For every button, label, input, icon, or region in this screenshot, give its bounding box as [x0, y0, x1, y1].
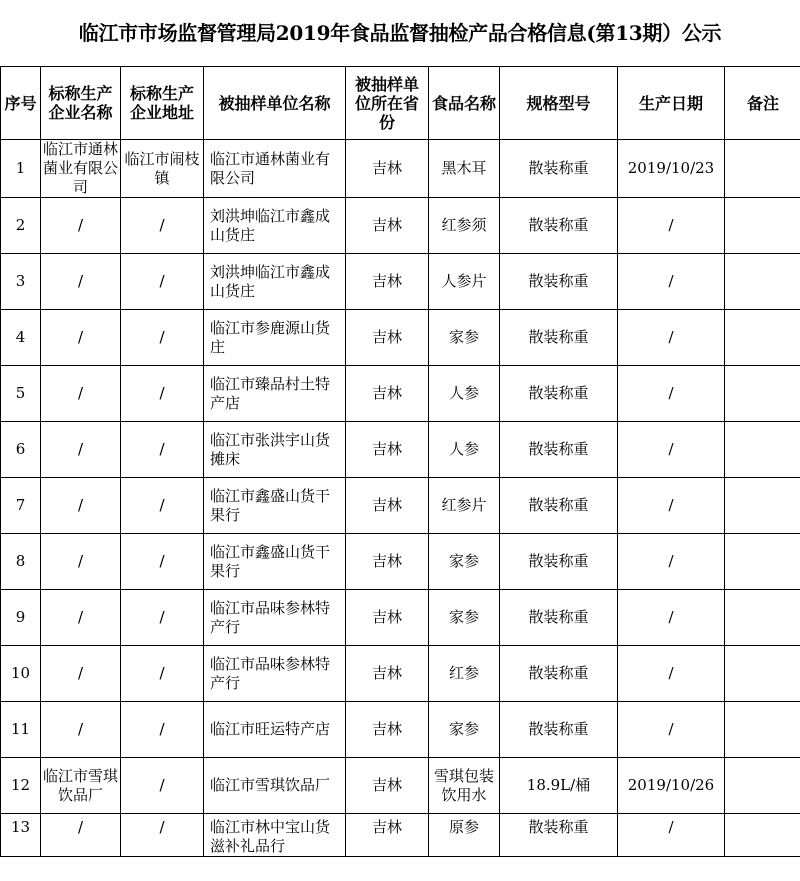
cell-producer: /	[41, 310, 121, 366]
cell-address: /	[121, 254, 204, 310]
cell-spec: 散装称重	[500, 478, 618, 534]
cell-address: /	[121, 366, 204, 422]
page-title: 临江市市场监督管理局2019年食品监督抽检产品合格信息(第13期）公示	[78, 21, 722, 45]
cell-producer: 临江市雪琪饮品厂	[41, 758, 121, 814]
cell-spec: 散装称重	[500, 646, 618, 702]
cell-address: /	[121, 534, 204, 590]
cell-sampled-unit: 临江市旺运特产店	[204, 702, 346, 758]
cell-sampled-unit: 临江市雪琪饮品厂	[204, 758, 346, 814]
table-row	[1, 422, 800, 478]
table-row	[1, 814, 800, 857]
table-row	[1, 310, 800, 366]
cell-note	[725, 478, 800, 534]
cell-spec: 18.9L/桶	[500, 758, 618, 814]
cell-province: 吉林	[346, 758, 429, 814]
header-address: 标称生产企业地址	[121, 67, 204, 140]
header-date: 生产日期	[618, 67, 725, 140]
cell-food: 黑木耳	[429, 140, 500, 198]
cell-food: 人参	[429, 422, 500, 478]
cell-seq: 9	[1, 590, 41, 646]
cell-note	[725, 758, 800, 814]
cell-address: /	[121, 310, 204, 366]
cell-producer: /	[41, 422, 121, 478]
cell-sampled-unit: 临江市通林菌业有限公司	[204, 140, 346, 198]
cell-address: /	[121, 478, 204, 534]
cell-sampled-unit: 刘洪坤临江市鑫成山货庄	[204, 254, 346, 310]
cell-note	[725, 366, 800, 422]
cell-food: 家参	[429, 534, 500, 590]
cell-food: 红参片	[429, 478, 500, 534]
cell-seq: 5	[1, 366, 41, 422]
cell-address: /	[121, 198, 204, 254]
cell-seq: 6	[1, 422, 41, 478]
cell-food: 家参	[429, 590, 500, 646]
cell-address: /	[121, 814, 204, 857]
cell-date: 2019/10/26	[618, 758, 725, 814]
cell-food: 红参须	[429, 198, 500, 254]
cell-producer: /	[41, 478, 121, 534]
cell-seq: 8	[1, 534, 41, 590]
cell-province: 吉林	[346, 534, 429, 590]
cell-date: /	[618, 814, 725, 857]
header-spec: 规格型号	[500, 67, 618, 140]
cell-sampled-unit: 临江市林中宝山货滋补礼品行	[204, 814, 346, 857]
cell-date: 2019/10/23	[618, 140, 725, 198]
table-row	[1, 254, 800, 310]
cell-seq: 3	[1, 254, 41, 310]
cell-food: 人参	[429, 366, 500, 422]
cell-seq: 4	[1, 310, 41, 366]
cell-note	[725, 310, 800, 366]
header-note: 备注	[725, 67, 800, 140]
table-row	[1, 534, 800, 590]
cell-sampled-unit: 临江市臻品村土特产店	[204, 366, 346, 422]
cell-note	[725, 422, 800, 478]
header-food: 食品名称	[429, 67, 500, 140]
cell-sampled-unit: 临江市鑫盛山货干果行	[204, 534, 346, 590]
cell-spec: 散装称重	[500, 254, 618, 310]
cell-sampled-unit: 刘洪坤临江市鑫成山货庄	[204, 198, 346, 254]
cell-seq: 13	[1, 814, 41, 857]
cell-food: 家参	[429, 310, 500, 366]
cell-date: /	[618, 478, 725, 534]
cell-date: /	[618, 422, 725, 478]
table-row	[1, 478, 800, 534]
header-row	[1, 67, 800, 140]
cell-note	[725, 140, 800, 198]
cell-producer: 临江市通林菌业有限公司	[41, 140, 121, 198]
inspection-table	[0, 66, 800, 857]
cell-food: 人参片	[429, 254, 500, 310]
cell-food: 红参	[429, 646, 500, 702]
cell-spec: 散装称重	[500, 422, 618, 478]
cell-address: /	[121, 646, 204, 702]
cell-seq: 7	[1, 478, 41, 534]
cell-note	[725, 534, 800, 590]
table-row	[1, 702, 800, 758]
cell-sampled-unit: 临江市张洪宇山货摊床	[204, 422, 346, 478]
cell-producer: /	[41, 590, 121, 646]
cell-producer: /	[41, 534, 121, 590]
cell-seq: 11	[1, 702, 41, 758]
cell-province: 吉林	[346, 478, 429, 534]
cell-spec: 散装称重	[500, 534, 618, 590]
cell-spec: 散装称重	[500, 702, 618, 758]
cell-province: 吉林	[346, 254, 429, 310]
cell-food: 原参	[429, 814, 500, 857]
cell-seq: 12	[1, 758, 41, 814]
table-row	[1, 758, 800, 814]
cell-address: 临江市闹枝镇	[121, 140, 204, 198]
cell-seq: 2	[1, 198, 41, 254]
cell-province: 吉林	[346, 140, 429, 198]
cell-note	[725, 198, 800, 254]
cell-date: /	[618, 646, 725, 702]
cell-spec: 散装称重	[500, 140, 618, 198]
cell-date: /	[618, 254, 725, 310]
cell-note	[725, 702, 800, 758]
cell-address: /	[121, 758, 204, 814]
cell-seq: 10	[1, 646, 41, 702]
cell-sampled-unit: 临江市参鹿源山货庄	[204, 310, 346, 366]
cell-address: /	[121, 590, 204, 646]
cell-note	[725, 590, 800, 646]
table-row	[1, 198, 800, 254]
cell-spec: 散装称重	[500, 366, 618, 422]
cell-note	[725, 814, 800, 857]
cell-spec: 散装称重	[500, 310, 618, 366]
cell-producer: /	[41, 646, 121, 702]
cell-province: 吉林	[346, 422, 429, 478]
cell-date: /	[618, 310, 725, 366]
header-province: 被抽样单位所在省份	[346, 67, 429, 140]
cell-date: /	[618, 366, 725, 422]
cell-producer: /	[41, 702, 121, 758]
header-sampled-unit: 被抽样单位名称	[204, 67, 346, 140]
cell-address: /	[121, 422, 204, 478]
cell-province: 吉林	[346, 590, 429, 646]
cell-spec: 散装称重	[500, 814, 618, 857]
header-producer: 标称生产企业名称	[41, 67, 121, 140]
cell-address: /	[121, 702, 204, 758]
cell-food: 雪琪包装饮用水	[429, 758, 500, 814]
cell-spec: 散装称重	[500, 590, 618, 646]
table-row	[1, 140, 800, 198]
cell-date: /	[618, 198, 725, 254]
cell-producer: /	[41, 366, 121, 422]
cell-province: 吉林	[346, 702, 429, 758]
cell-province: 吉林	[346, 198, 429, 254]
cell-note	[725, 254, 800, 310]
cell-province: 吉林	[346, 310, 429, 366]
cell-sampled-unit: 临江市鑫盛山货干果行	[204, 478, 346, 534]
cell-date: /	[618, 702, 725, 758]
cell-sampled-unit: 临江市品味参林特产行	[204, 590, 346, 646]
table-row	[1, 646, 800, 702]
cell-producer: /	[41, 814, 121, 857]
cell-note	[725, 646, 800, 702]
cell-province: 吉林	[346, 366, 429, 422]
cell-date: /	[618, 534, 725, 590]
cell-sampled-unit: 临江市品味参林特产行	[204, 646, 346, 702]
cell-food: 家参	[429, 702, 500, 758]
cell-spec: 散装称重	[500, 198, 618, 254]
cell-date: /	[618, 590, 725, 646]
cell-producer: /	[41, 198, 121, 254]
table-row	[1, 590, 800, 646]
cell-province: 吉林	[346, 646, 429, 702]
table-row	[1, 366, 800, 422]
cell-seq: 1	[1, 140, 41, 198]
cell-province: 吉林	[346, 814, 429, 857]
cell-producer: /	[41, 254, 121, 310]
header-seq: 序号	[1, 67, 41, 140]
